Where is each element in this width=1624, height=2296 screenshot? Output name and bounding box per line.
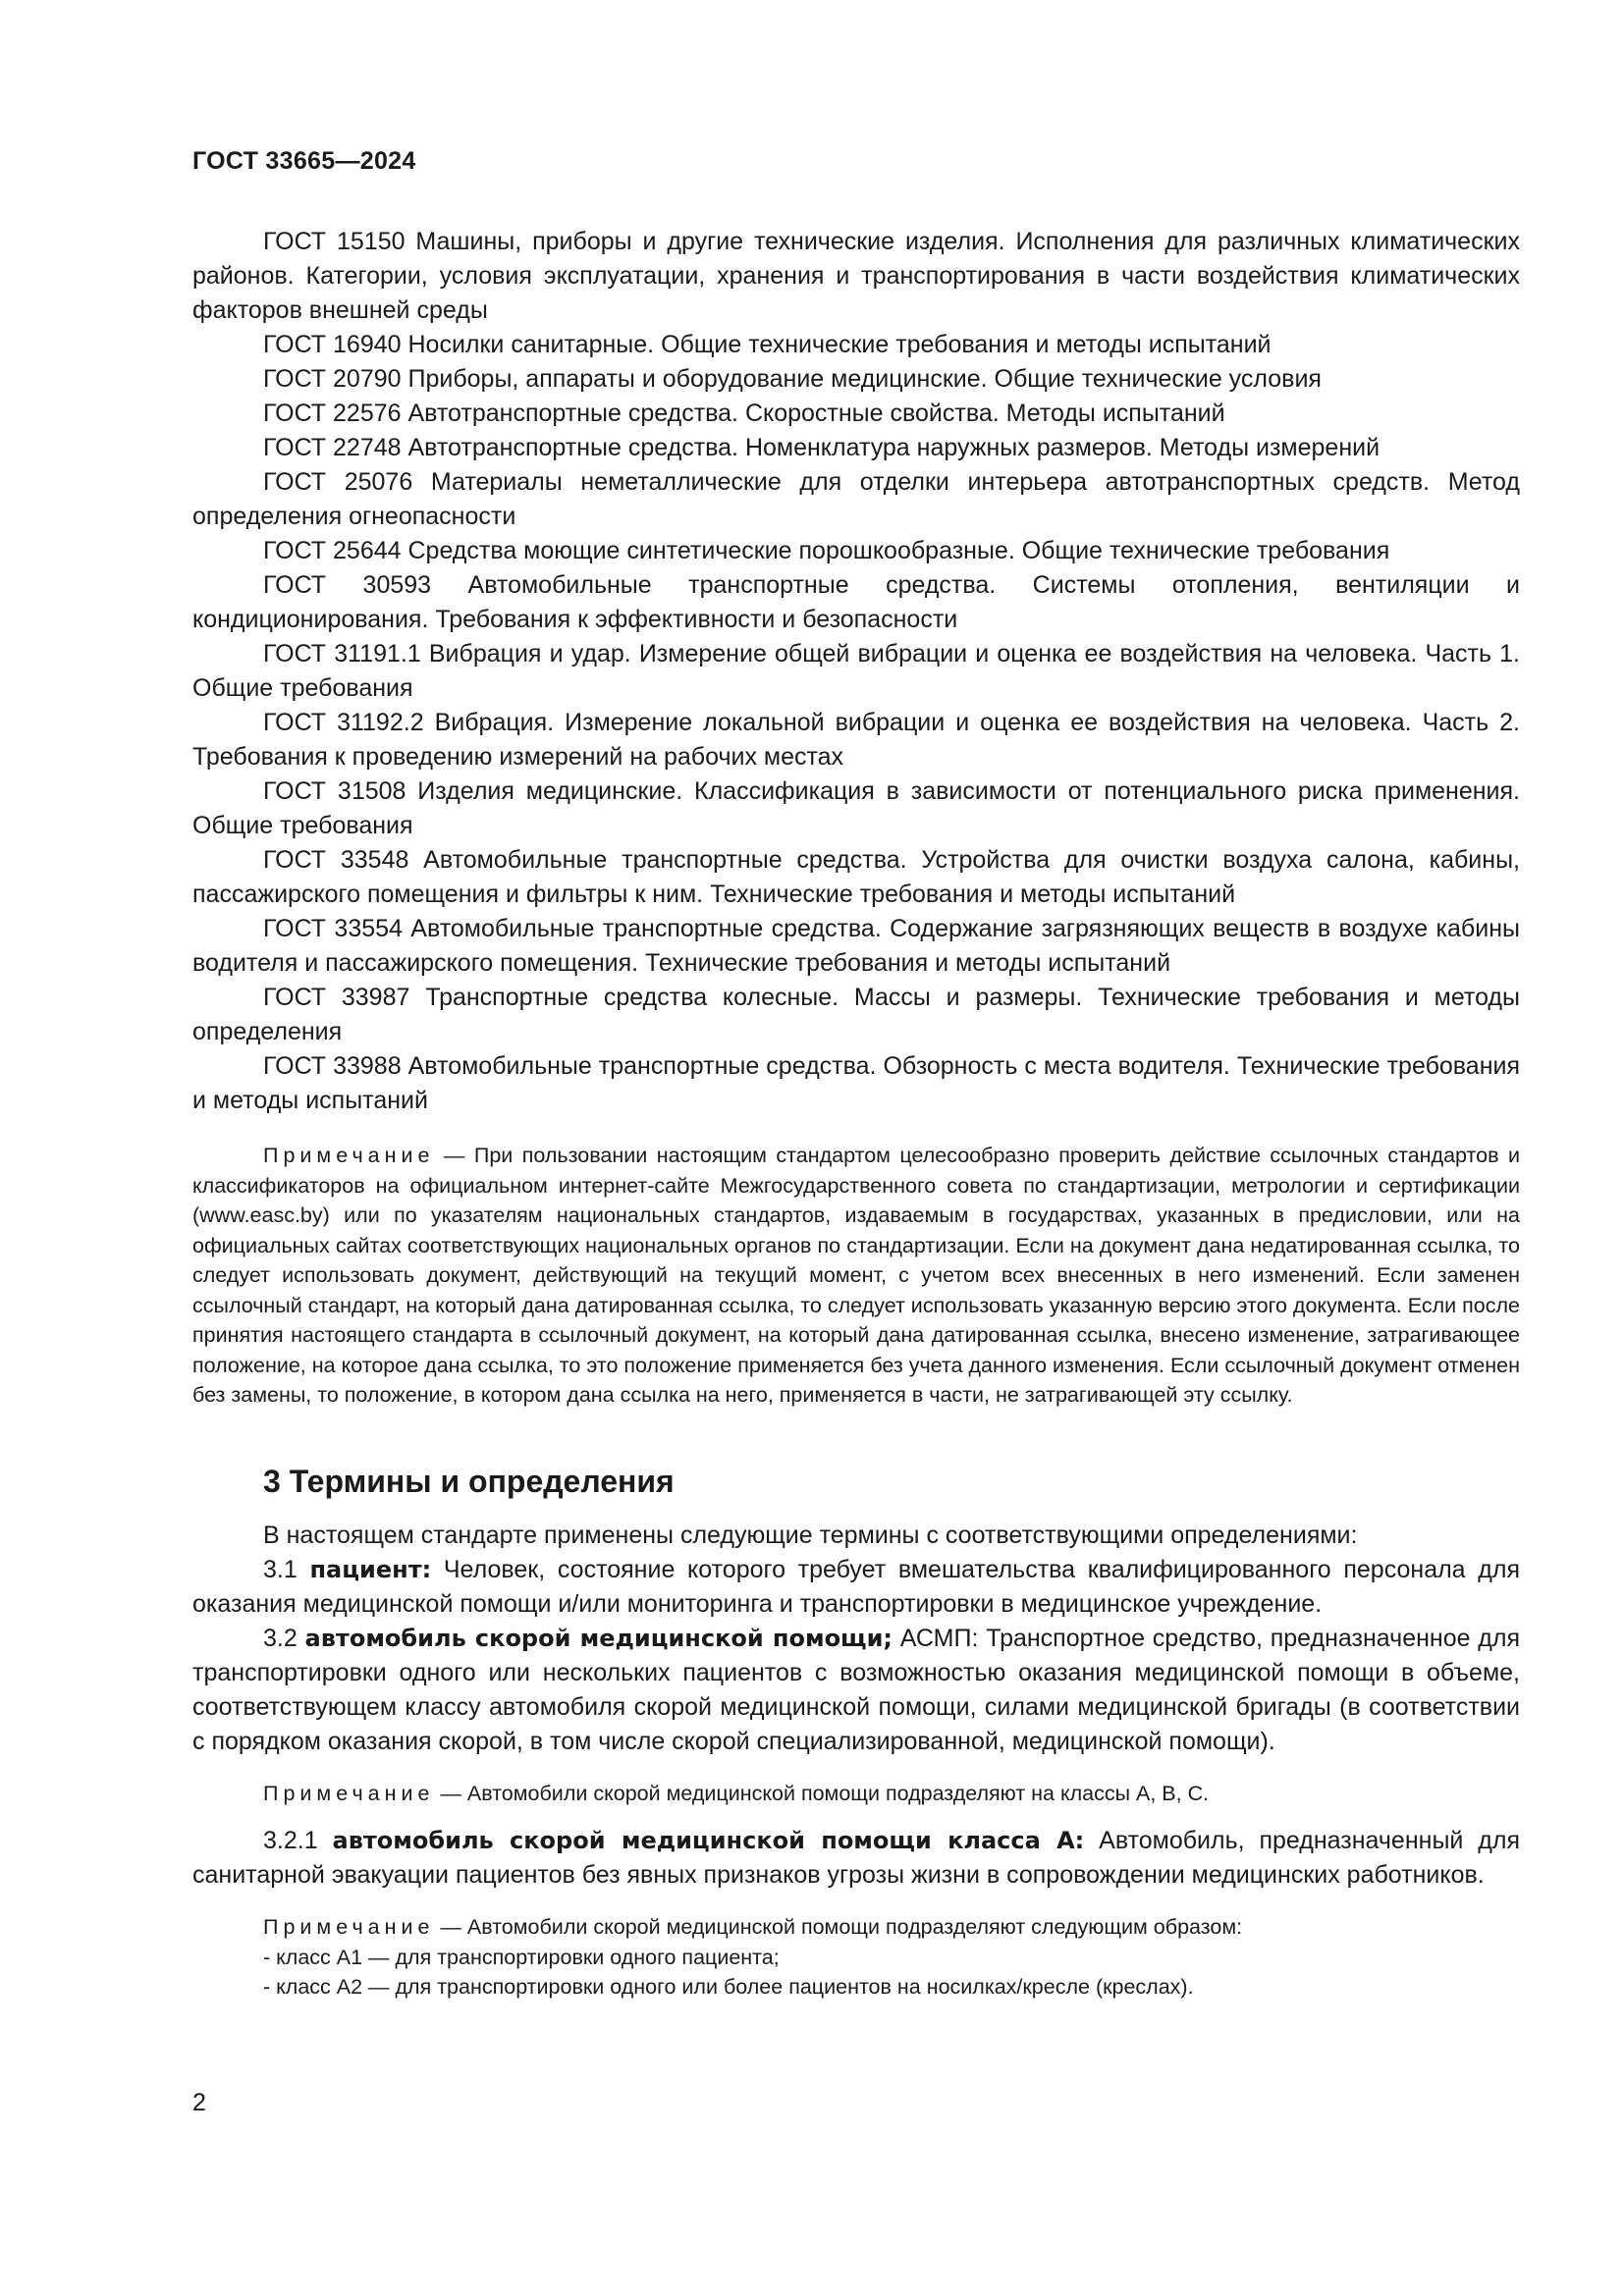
term-definition: Автомобиль, предназначенный для санитарной эвакуации пациентов без явных признаков угрозы жизни в сопровождении медицинских работников. [192, 1827, 1520, 1889]
document-code-header: ГОСТ 33665—2024 [192, 147, 416, 175]
reference-item: ГОСТ 33988 Автомобильные транспортные средства. Обзорность с места водителя. Технические требования и методы испытаний [192, 1052, 1520, 1114]
note-text: — Автомобили скорой медицинской помощи подразделяют на классы А, В, С. [434, 1781, 1210, 1805]
reference-item: ГОСТ 31508 Изделия медицинские. Классификация в зависимости от потенциального риска применения. Общие требования [192, 777, 1520, 839]
page-content [192, 225, 1520, 2002]
reference-item: ГОСТ 31192.2 Вибрация. Измерение локальной вибрации и оценка ее воздействия на человека. Часть 2. Требования к проведению измерений на рабочих местах [192, 709, 1520, 771]
reference-item: ГОСТ 20790 Приборы, аппараты и оборудование медицинские. Общие технические условия [263, 365, 1322, 393]
reference-item: ГОСТ 33987 Транспортные средства колесные. Массы и размеры. Технические требования и методы определения [192, 984, 1520, 1045]
reference-item: ГОСТ 25076 Материалы неметаллические для отделки интерьера автотранспортных средств. Метод определения огнеопасности [192, 468, 1520, 530]
term-3-2 [192, 1622, 1520, 1759]
normative-references-list [192, 225, 1520, 1118]
note-text: — При пользовании настоящим стандартом целесообразно проверить действие ссылочных стандартов и классификаторов на официальном интернет-сайте Межгосударственного совета по стандартизации, метрологии и сертификации (www.easc.by) или по указателям национальных стандартов, издаваемым в государствах, указанных в предисловии, или на официальных сайтах соответствующих национальных органов по стандартизации. Если на документ дана недатированная ссылка, то следует использовать документ, действующий на текущий момент, с учетом всех внесенных в него изменений. Если заменен ссылочный стандарт, на который дана датированная ссылка, то следует использовать указанную версию этого документа. Если после принятия настоящего стандарта в ссылочный документ, на который дана датированная ссылка, внесено изменение, затрагивающее положение, на которое дана ссылка, то это положение применяется без учета данного изменения. Если ссылочный документ отменен без замены, то положение, в котором дана ссылка на него, применяется в части, не затрагивающей эту ссылку. [192, 1144, 1520, 1407]
references-note [192, 1141, 1520, 1411]
list-item: - класс А2 — для транспортировки одного или более пациентов на носилках/кресле (креслах). [263, 1975, 1194, 1999]
list-item: - класс А1 — для транспортировки одного пациента; [263, 1945, 780, 1969]
page-number: 2 [192, 2089, 206, 2116]
note-label: Примечание [263, 1144, 435, 1167]
reference-item: ГОСТ 22748 Автотранспортные средства. Номенклатура наружных размеров. Методы измерений [263, 434, 1380, 461]
term-number: 3.2 [263, 1624, 305, 1652]
section-intro: В настоящем стандарте применены следующие термины с соответствующими определениями: [263, 1521, 1358, 1549]
term-name: автомобиль скорой медицинской помощи; [304, 1624, 893, 1652]
term-name: автомобиль скорой медицинской помощи класса А: [332, 1827, 1085, 1854]
reference-item: ГОСТ 25644 Средства моющие синтетические порошкообразные. Общие технические требования [263, 537, 1390, 564]
term-number: 3.1 [263, 1555, 310, 1583]
class-list [192, 1943, 1520, 2002]
reference-item: ГОСТ 30593 Автомобильные транспортные средства. Системы отопления, вентиляции и кондиционирования. Требования к эффективности и безопасности [192, 571, 1520, 633]
reference-item: ГОСТ 22576 Автотранспортные средства. Скоростные свойства. Методы испытаний [263, 400, 1225, 427]
section-title: 3 Термины и определения [263, 1463, 675, 1499]
note-paragraph [192, 1779, 1520, 1809]
term-number: 3.2.1 [263, 1827, 333, 1854]
reference-item: ГОСТ 31191.1 Вибрация и удар. Измерение общей вибрации и оценка ее воздействия на человека. Часть 1. Общие требования [192, 640, 1520, 702]
term-3-2-1-note [192, 1912, 1520, 2002]
reference-item: ГОСТ 33548 Автомобильные транспортные средства. Устройства для очистки воздуха салона, кабины, пассажирского помещения и фильтры к ним. Технические требования и методы испытаний [192, 846, 1520, 908]
term-name: пациент: [309, 1555, 432, 1583]
term-definition: АСМП: Транспортное средство, предназначенное для транспортировки одного или нескольких пациентов с возможностью оказания медицинской помощи в объеме, соответствующем классу автомобиля скорой медицинской помощи, силами медицинской бригады (в соответствии с порядком оказания скорой, в том числе скорой специализированной, медицинской помощи). [192, 1624, 1520, 1755]
reference-item: ГОСТ 33554 Автомобильные транспортные средства. Содержание загрязняющих веществ в воздухе кабины водителя и пассажирского помещения. Технические требования и методы испытаний [192, 915, 1520, 977]
note-paragraph [192, 1912, 1520, 1943]
reference-item: ГОСТ 15150 Машины, приборы и другие технические изделия. Исполнения для различных климатических районов. Категории, условия эксплуатации, хранения и транспортирования в части воздействия климатических факторов внешней среды [192, 228, 1520, 324]
note-label: Примечание [263, 1915, 435, 1939]
term-3-1 [192, 1553, 1520, 1622]
term-3-2-note [192, 1779, 1520, 1809]
note-label: Примечание [263, 1781, 435, 1805]
note-text: — Автомобили скорой медицинской помощи подразделяют следующим образом: [434, 1915, 1243, 1939]
term-definition: Человек, состояние которого требует вмешательства квалифицированного персонала для оказания медицинской помощи и/или мониторинга и транспортировки в медицинское учреждение. [192, 1555, 1520, 1618]
term-3-2-1 [192, 1824, 1520, 1893]
reference-item: ГОСТ 16940 Носилки санитарные. Общие технические требования и методы испытаний [263, 331, 1272, 358]
